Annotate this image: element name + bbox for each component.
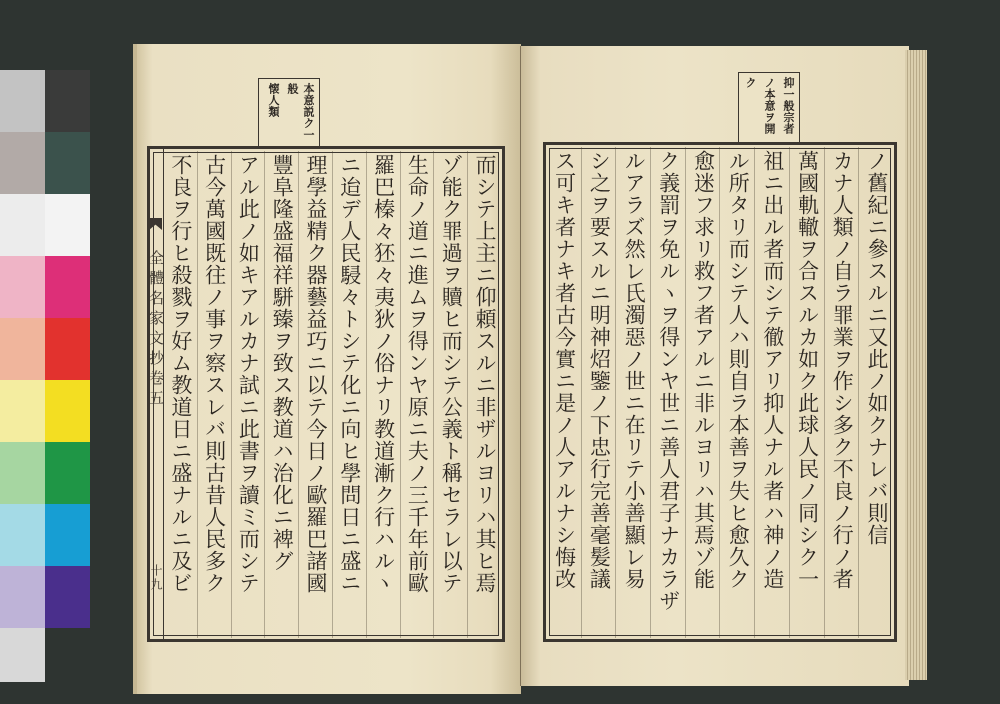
light-cyan-swatch	[0, 504, 45, 566]
cyan-swatch	[45, 504, 90, 566]
text-column: 愈迷フ求リ救フ者アルニ非ルヨリハ其焉ゾ能	[685, 147, 720, 638]
book-gutter	[520, 46, 521, 686]
right-page-text	[547, 147, 893, 638]
text-column: 豐阜隆盛福祥駢臻ヲ致ス教道ハ治化ニ裨グ	[264, 151, 298, 638]
book-title-margin: 全體名家文抄卷五	[147, 250, 165, 410]
yellow-swatch	[45, 380, 90, 442]
text-column: 理學益精ク器藝益巧ニ以テ今日ノ歐羅巴諸國	[298, 151, 332, 638]
text-column: 生命ノ道ニ進ムヲ得ンヤ原ニ夫ノ三千年前歐	[400, 151, 434, 638]
page-stack-edges	[905, 50, 927, 680]
header-note-line: ク	[744, 77, 757, 89]
chart-row	[0, 504, 90, 566]
text-column: ルアラズ然レ氏濁惡ノ世ニ在リテ小善顯レ易	[615, 147, 650, 638]
header-note-line: 抑一般宗者	[782, 77, 795, 135]
chart-row	[0, 318, 90, 380]
header-note-line: 本意説ク一般	[286, 83, 315, 141]
lavender-swatch	[0, 566, 45, 628]
text-column: 萬國軌轍ヲ合スルカ如ク此球人民ノ同シク一	[789, 147, 824, 638]
red-swatch	[45, 318, 90, 380]
dark-gray-swatch	[45, 70, 90, 132]
text-column: ゾ能ク罪過ヲ贖ヒ而シテ公義ト稱セラレ以テ	[433, 151, 467, 638]
header-note-line: ノ本意ヲ開	[763, 77, 776, 135]
text-column: ノ舊紀ニ參スルニ又此ノ如クナレバ則信	[858, 147, 893, 638]
text-column: ル所タリ而シテ人ハ則自ラ本善ヲ失ヒ愈久ク	[719, 147, 754, 638]
gray-swatch	[0, 70, 45, 132]
text-column: シ之ヲ要スルニ明神炤鑒ノ下忠行完善毫髪議	[581, 147, 616, 638]
color-calibration-chart	[0, 70, 90, 682]
pink-swatch	[0, 256, 45, 318]
light-green-swatch	[0, 442, 45, 504]
text-column: 而シテ上主ニ仰頼スルニ非ザルヨリハ其ヒ焉	[467, 151, 501, 638]
text-column: 祖ニ出ル者而シテ徹アリ抑人ナル者ハ神ノ造	[754, 147, 789, 638]
text-column: 不良ヲ行ヒ殺戮ヲ好ム教道日ニ盛ナルニ及ビ	[168, 154, 193, 594]
chart-gap	[45, 628, 90, 682]
right-page-header-note	[738, 72, 800, 143]
text-column: 古今萬國既往ノ事ヲ察スレバ則古昔人民多ク	[197, 151, 231, 638]
light-yellow-swatch	[0, 380, 45, 442]
chart-row	[0, 70, 90, 132]
dark-teal-swatch	[45, 132, 90, 194]
chart-row	[0, 566, 90, 628]
green-swatch	[45, 442, 90, 504]
chart-row	[0, 132, 90, 194]
white-swatch	[45, 194, 90, 256]
text-column: ス可キ者ナキ者古今實ニ是ノ人アルナシ悔改	[552, 150, 577, 590]
magenta-swatch	[45, 256, 90, 318]
header-note-line: 懐人類	[267, 83, 280, 118]
text-column: カナ人類ノ自ラ罪業ヲ作シ多ク不良ノ行ノ者	[824, 147, 859, 638]
chart-row	[0, 442, 90, 504]
page-number: 十九	[149, 564, 163, 592]
salmon-swatch	[0, 318, 45, 380]
left-page-text	[164, 151, 501, 638]
text-column: 羅巴榛々狉々夷狄ノ俗ナリ教道漸ク行ハルヽ	[366, 151, 400, 638]
purple-swatch	[45, 566, 90, 628]
white-swatch	[0, 194, 45, 256]
text-column: アル此ノ如キアルカナ試ニ此書ヲ讀ミ而シテ	[231, 151, 265, 638]
left-page-header-note	[258, 78, 320, 147]
text-column: ク義罰ヲ免ルヽヲ得ンヤ世ニ善人君子ナカラザ	[650, 147, 685, 638]
text-column: ニ迨デ人民駸々トシテ化ニ向ヒ學問日ニ盛ニ	[332, 151, 366, 638]
chart-row	[0, 380, 90, 442]
light-gray-swatch	[0, 628, 45, 682]
warm-gray-swatch	[0, 132, 45, 194]
chart-row	[0, 256, 90, 318]
chart-row	[0, 628, 90, 682]
chart-row	[0, 194, 90, 256]
